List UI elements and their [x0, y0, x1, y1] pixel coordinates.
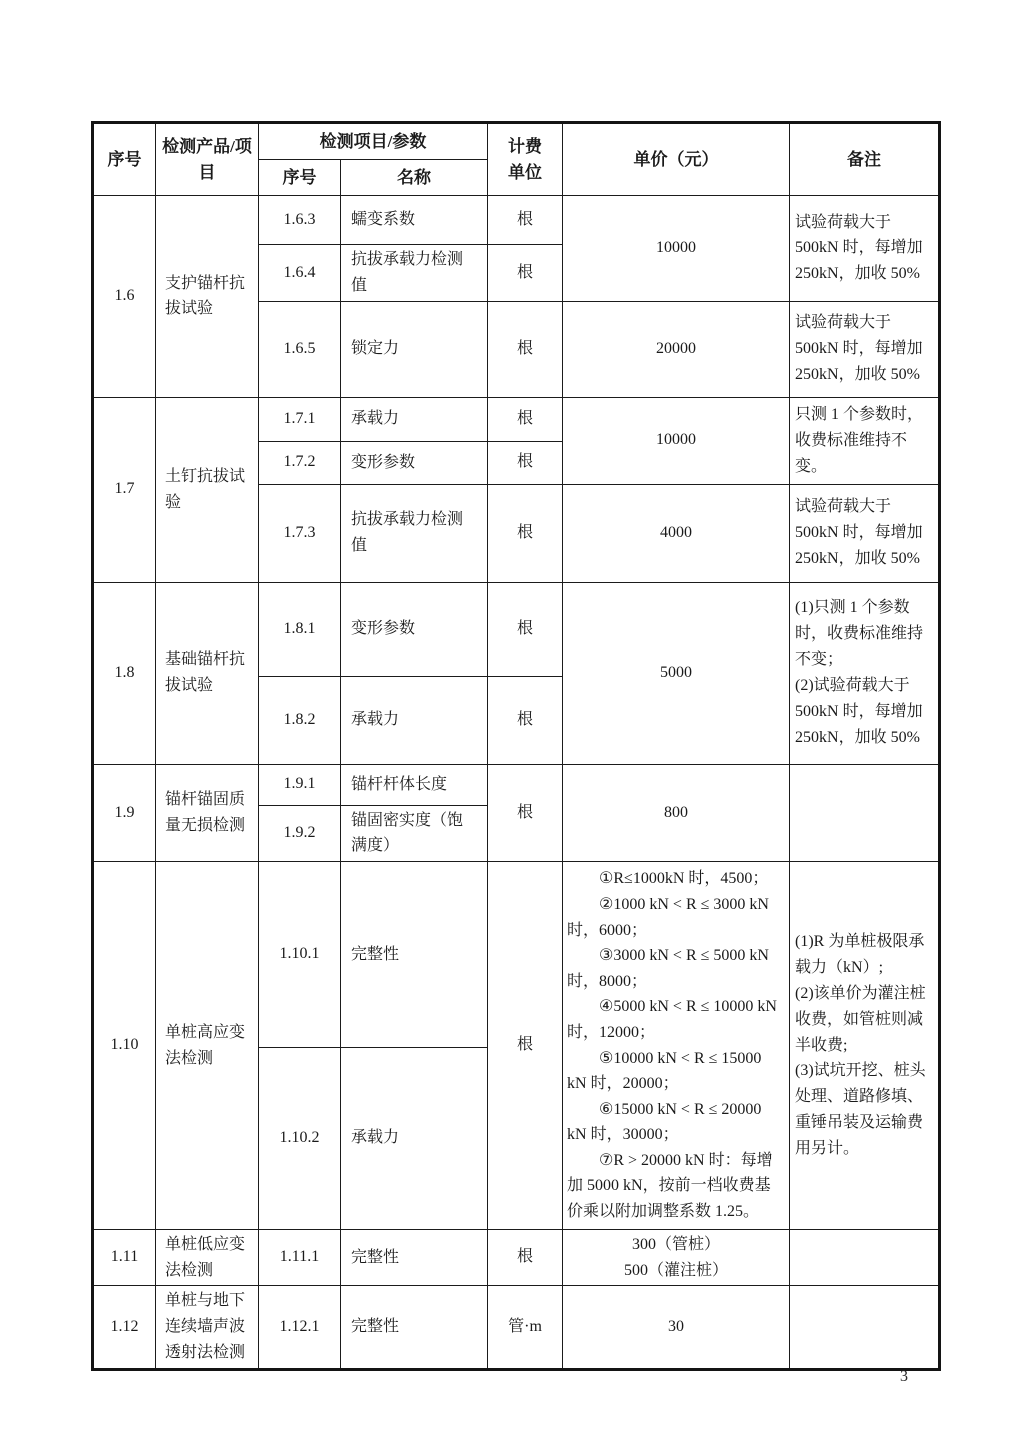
cell-param-name: 完整性 — [341, 1229, 488, 1286]
cell-unit: 管·m — [488, 1286, 563, 1370]
note-line: (2)试验荷载大于 500kN 时，每增加 250kN，加收 50% — [795, 677, 923, 746]
cell-unit: 根 — [488, 862, 563, 1229]
cell-group-no: 1.12 — [93, 1286, 156, 1370]
cell-note: 试验荷载大于 500kN 时，每增加 250kN，加收 50% — [790, 301, 940, 397]
col-header-param-group: 检测项目/参数 — [259, 123, 488, 160]
cell-param-no: 1.8.2 — [259, 676, 341, 764]
cell-param-name: 抗拔承载力检测值 — [341, 484, 488, 582]
price-line: 300（管桩） — [632, 1235, 721, 1253]
col-header-no: 序号 — [93, 123, 156, 196]
cell-unit: 根 — [488, 301, 563, 397]
cell-param-no: 1.7.1 — [259, 397, 341, 441]
cell-note — [790, 582, 940, 764]
cell-param-no: 1.10.2 — [259, 1048, 341, 1230]
cell-unit: 根 — [488, 484, 563, 582]
col-header-unit: 计费单位 — [488, 123, 563, 196]
cell-product-name: 单桩高应变法检测 — [156, 862, 259, 1229]
table-row — [93, 1229, 940, 1286]
cell-product-name: 土钉抗拔试验 — [156, 397, 259, 582]
cell-param-no: 1.6.4 — [259, 245, 341, 302]
cell-param-name: 蠕变系数 — [341, 196, 488, 245]
fee-schedule-table — [91, 121, 941, 1371]
price-tier-line: ①R≤1000kN 时，4500； — [599, 870, 769, 888]
cell-param-name: 锚杆杆体长度 — [341, 764, 488, 805]
note-line: (2)该单价为灌注桩收费，如管桩则减半收费; — [795, 984, 926, 1054]
cell-unit: 根 — [488, 1229, 563, 1286]
cell-price: 10000 — [563, 397, 790, 484]
table-row — [93, 862, 940, 1048]
cell-price: 30 — [563, 1286, 790, 1370]
note-line: (3)试坑开挖、桩头处理、道路修填、重锤吊装及运输费用另计。 — [795, 1062, 926, 1158]
cell-unit: 根 — [488, 397, 563, 441]
cell-unit: 根 — [488, 676, 563, 764]
cell-note — [790, 862, 940, 1229]
cell-param-name: 承载力 — [341, 1048, 488, 1230]
cell-price: 800 — [563, 764, 790, 862]
cell-unit: 根 — [488, 764, 563, 862]
cell-param-name: 完整性 — [341, 1286, 488, 1370]
cell-param-name: 变形参数 — [341, 441, 488, 484]
cell-param-name: 承载力 — [341, 676, 488, 764]
cell-unit: 根 — [488, 441, 563, 484]
col-header-param-name: 名称 — [341, 160, 488, 196]
col-header-product: 检测产品/项目 — [156, 123, 259, 196]
cell-price-tiers — [563, 862, 790, 1229]
cell-note-empty — [790, 764, 940, 862]
table-row — [93, 764, 940, 805]
col-header-price: 单价（元） — [563, 123, 790, 196]
cell-param-no: 1.9.2 — [259, 805, 341, 862]
cell-group-no: 1.8 — [93, 582, 156, 764]
cell-param-no: 1.9.1 — [259, 764, 341, 805]
cell-product-name: 支护锚杆抗拔试验 — [156, 196, 259, 398]
cell-param-no: 1.12.1 — [259, 1286, 341, 1370]
price-tier-line: ⑦R > 20000 kN 时：每增加 5000 kN，按前一档收费基价乘以附加调整系数 1.25。 — [567, 1151, 773, 1221]
cell-param-no: 1.10.1 — [259, 862, 341, 1048]
price-tier-line: ②1000 kN < R ≤ 3000 kN 时，6000； — [567, 895, 769, 939]
price-line: 500（灌注桩） — [624, 1261, 729, 1279]
table-row — [93, 397, 940, 441]
cell-param-no: 1.7.2 — [259, 441, 341, 484]
cell-unit: 根 — [488, 582, 563, 676]
cell-param-no: 1.7.3 — [259, 484, 341, 582]
cell-price: 10000 — [563, 196, 790, 302]
table-row — [93, 196, 940, 245]
cell-param-name: 锚固密实度（饱满度） — [341, 805, 488, 862]
cell-note: 只测 1 个参数时，收费标准维持不变。 — [790, 397, 940, 484]
price-tier-line: ⑤10000 kN < R ≤ 15000 kN 时，20000； — [567, 1049, 762, 1093]
cell-note-empty — [790, 1286, 940, 1370]
cell-price: 5000 — [563, 582, 790, 764]
cell-param-no: 1.8.1 — [259, 582, 341, 676]
cell-product-name: 单桩低应变法检测 — [156, 1229, 259, 1286]
cell-product-name: 单桩与地下连续墙声波透射法检测 — [156, 1286, 259, 1370]
cell-group-no: 1.7 — [93, 397, 156, 582]
col-header-param-no: 序号 — [259, 160, 341, 196]
cell-note: 试验荷载大于 500kN 时，每增加 250kN，加收 50% — [790, 484, 940, 582]
cell-param-name: 完整性 — [341, 862, 488, 1048]
cell-param-no: 1.6.3 — [259, 196, 341, 245]
cell-product-name: 基础锚杆抗拔试验 — [156, 582, 259, 764]
cell-price: 20000 — [563, 301, 790, 397]
page-number: 3 — [900, 1368, 908, 1385]
cell-param-name: 承载力 — [341, 397, 488, 441]
note-line: (1)R 为单桩极限承载力（kN）; — [795, 932, 925, 976]
cell-product-name: 锚杆锚固质量无损检测 — [156, 764, 259, 862]
cell-group-no: 1.9 — [93, 764, 156, 862]
cell-unit: 根 — [488, 196, 563, 245]
cell-group-no: 1.11 — [93, 1229, 156, 1286]
cell-group-no: 1.6 — [93, 196, 156, 398]
cell-price: 4000 — [563, 484, 790, 582]
cell-unit: 根 — [488, 245, 563, 302]
price-tier-line: ⑥15000 kN < R ≤ 20000 kN 时，30000； — [567, 1100, 762, 1144]
table-row — [93, 1286, 940, 1370]
table-header-row-1 — [93, 123, 940, 160]
price-tier-line: ④5000 kN < R ≤ 10000 kN 时，12000； — [567, 998, 777, 1041]
price-tier-line: ③3000 kN < R ≤ 5000 kN 时，8000； — [567, 947, 769, 990]
cell-group-no: 1.10 — [93, 862, 156, 1229]
table-row — [93, 582, 940, 676]
cell-note: 试验荷载大于 500kN 时，每增加 250kN，加收 50% — [790, 196, 940, 302]
cell-param-name: 抗拔承载力检测值 — [341, 245, 488, 302]
cell-price — [563, 1229, 790, 1286]
cell-param-no: 1.6.5 — [259, 301, 341, 397]
cell-note-empty — [790, 1229, 940, 1286]
cell-param-no: 1.11.1 — [259, 1229, 341, 1286]
col-header-note: 备注 — [790, 123, 940, 196]
cell-param-name: 锁定力 — [341, 301, 488, 397]
cell-param-name: 变形参数 — [341, 582, 488, 676]
note-line: (1)只测 1 个参数时，收费标准维持不变； — [795, 599, 924, 669]
